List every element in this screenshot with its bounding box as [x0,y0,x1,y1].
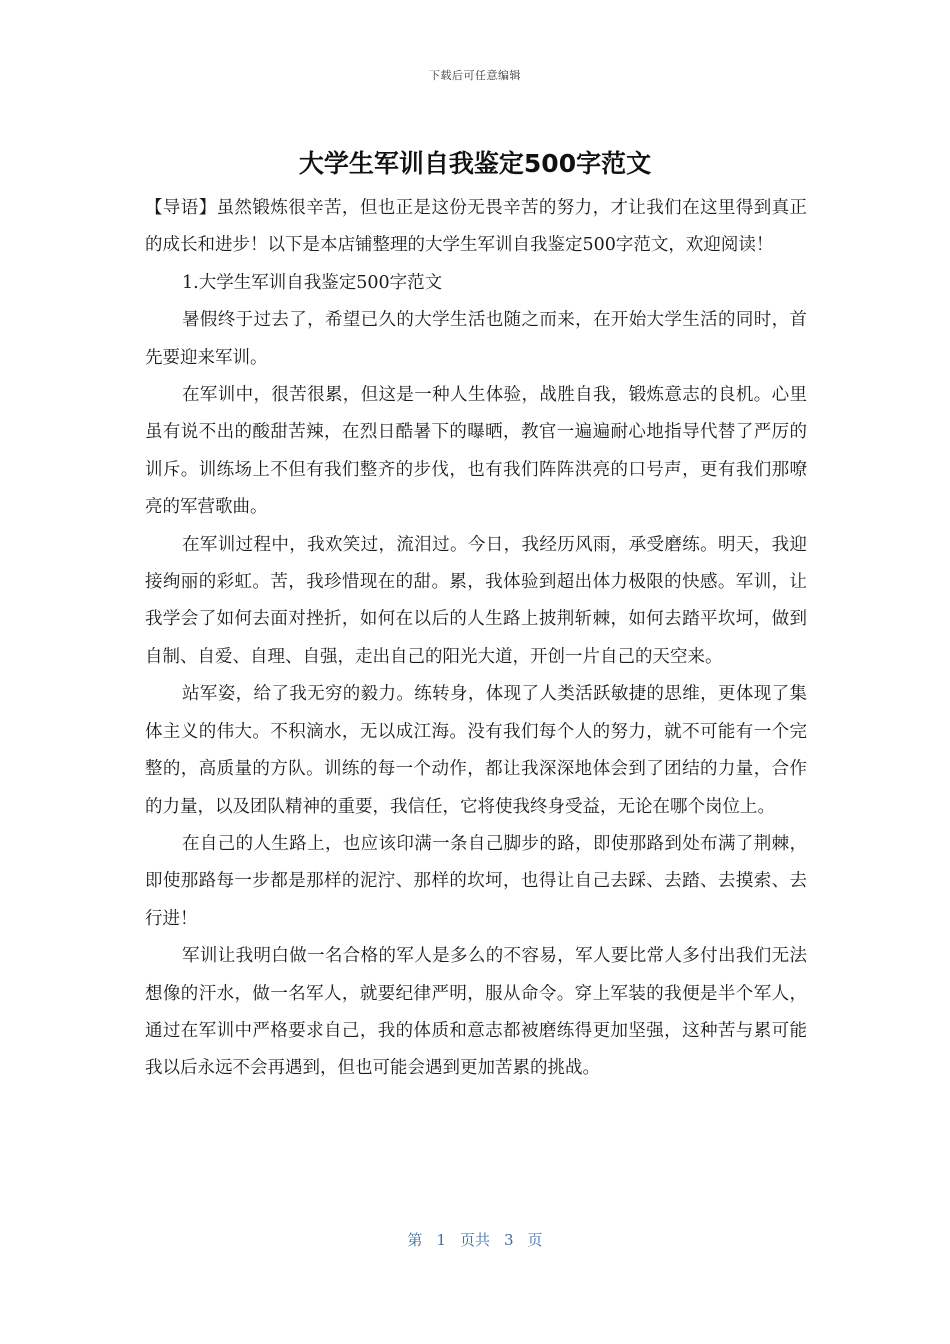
body-paragraph: 在军训中，很苦很累，但这是一种人生体验，战胜自我，锻炼意志的良机。心里虽有说不出的酸甜苦辣，在烈日酷暑下的曝晒，教官一遍遍耐心地指导代替了严厉的训斥。训练场上不但有我们整齐的步伐，也有我们阵阵洪亮的口号声，更有我们那嘹亮的军营歌曲。 [145,385,807,518]
body-paragraph: 军训让我明白做一名合格的军人是多么的不容易，军人要比常人多付出我们无法想像的汗水，做一名军人，就要纪律严明，服从命令。穿上军装的我便是半个军人，通过在军训中严格要求自己，我的体质和意志都被磨练得更加坚强，这种苦与累可能我以后永远不会再遇到，但也可能会遇到更加苦累的挑战。 [145,946,807,1079]
body-paragraph: 在自己的人生路上，也应该印满一条自己脚步的路，即使那路到处布满了荆棘，即使那路每一步都是那样的泥泞、那样的坎坷，也得让自己去踩、去踏、去摸索、去行进！ [145,833,807,929]
body-paragraph: 暑假终于过去了，希望已久的大学生活也随之而来，在开始大学生活的同时，首先要迎来军训。 [145,310,807,368]
body-paragraph: 在军训过程中，我欢笑过，流泪过。今日，我经历风雨，承受磨练。明天，我迎接绚丽的彩虹。苦，我珍惜现在的甜。累，我体验到超出体力极限的快感。军训，让我学会了如何去面对挫折，如何在以后的人生路上披荆斩棘，如何去踏平坎坷，做到自制、自爱、自理、自强，走出自己的阳光大道，开创一片自己的天空来。 [145,534,807,667]
page-footer [0,1229,950,1250]
document-title: 大学生军训自我鉴定500字范文 [298,149,652,178]
document-body [145,190,807,1088]
intro-paragraph: 【导语】虽然锻炼很辛苦，但也正是这份无畏辛苦的努力，才让我们在这里得到真正的成长和进步！以下是本店铺整理的大学生军训自我鉴定500字范文，欢迎阅读！ [145,198,807,256]
body-paragraph: 站军姿，给了我无穷的毅力。练转身，体现了人类活跃敏捷的思维，更体现了集体主义的伟大。不积滴水，无以成江海。没有我们每个人的努力，就不可能有一个完整的，高质量的方队。训练的每一个动作，都让我深深地体会到了团结的力量，合作的力量，以及团队精神的重要，我信任，它将使我终身受益，无论在哪个岗位上。 [145,684,807,817]
page-of-label: 页共 [459,1231,490,1249]
section-heading: 1.大学生军训自我鉴定500字范文 [182,272,443,293]
page-label: 第 [407,1231,423,1249]
page-end-label: 页 [527,1231,543,1249]
current-page-number: 1 [436,1231,446,1249]
download-note: 下载后可任意编辑 [429,69,521,82]
total-pages-number: 3 [504,1231,514,1249]
